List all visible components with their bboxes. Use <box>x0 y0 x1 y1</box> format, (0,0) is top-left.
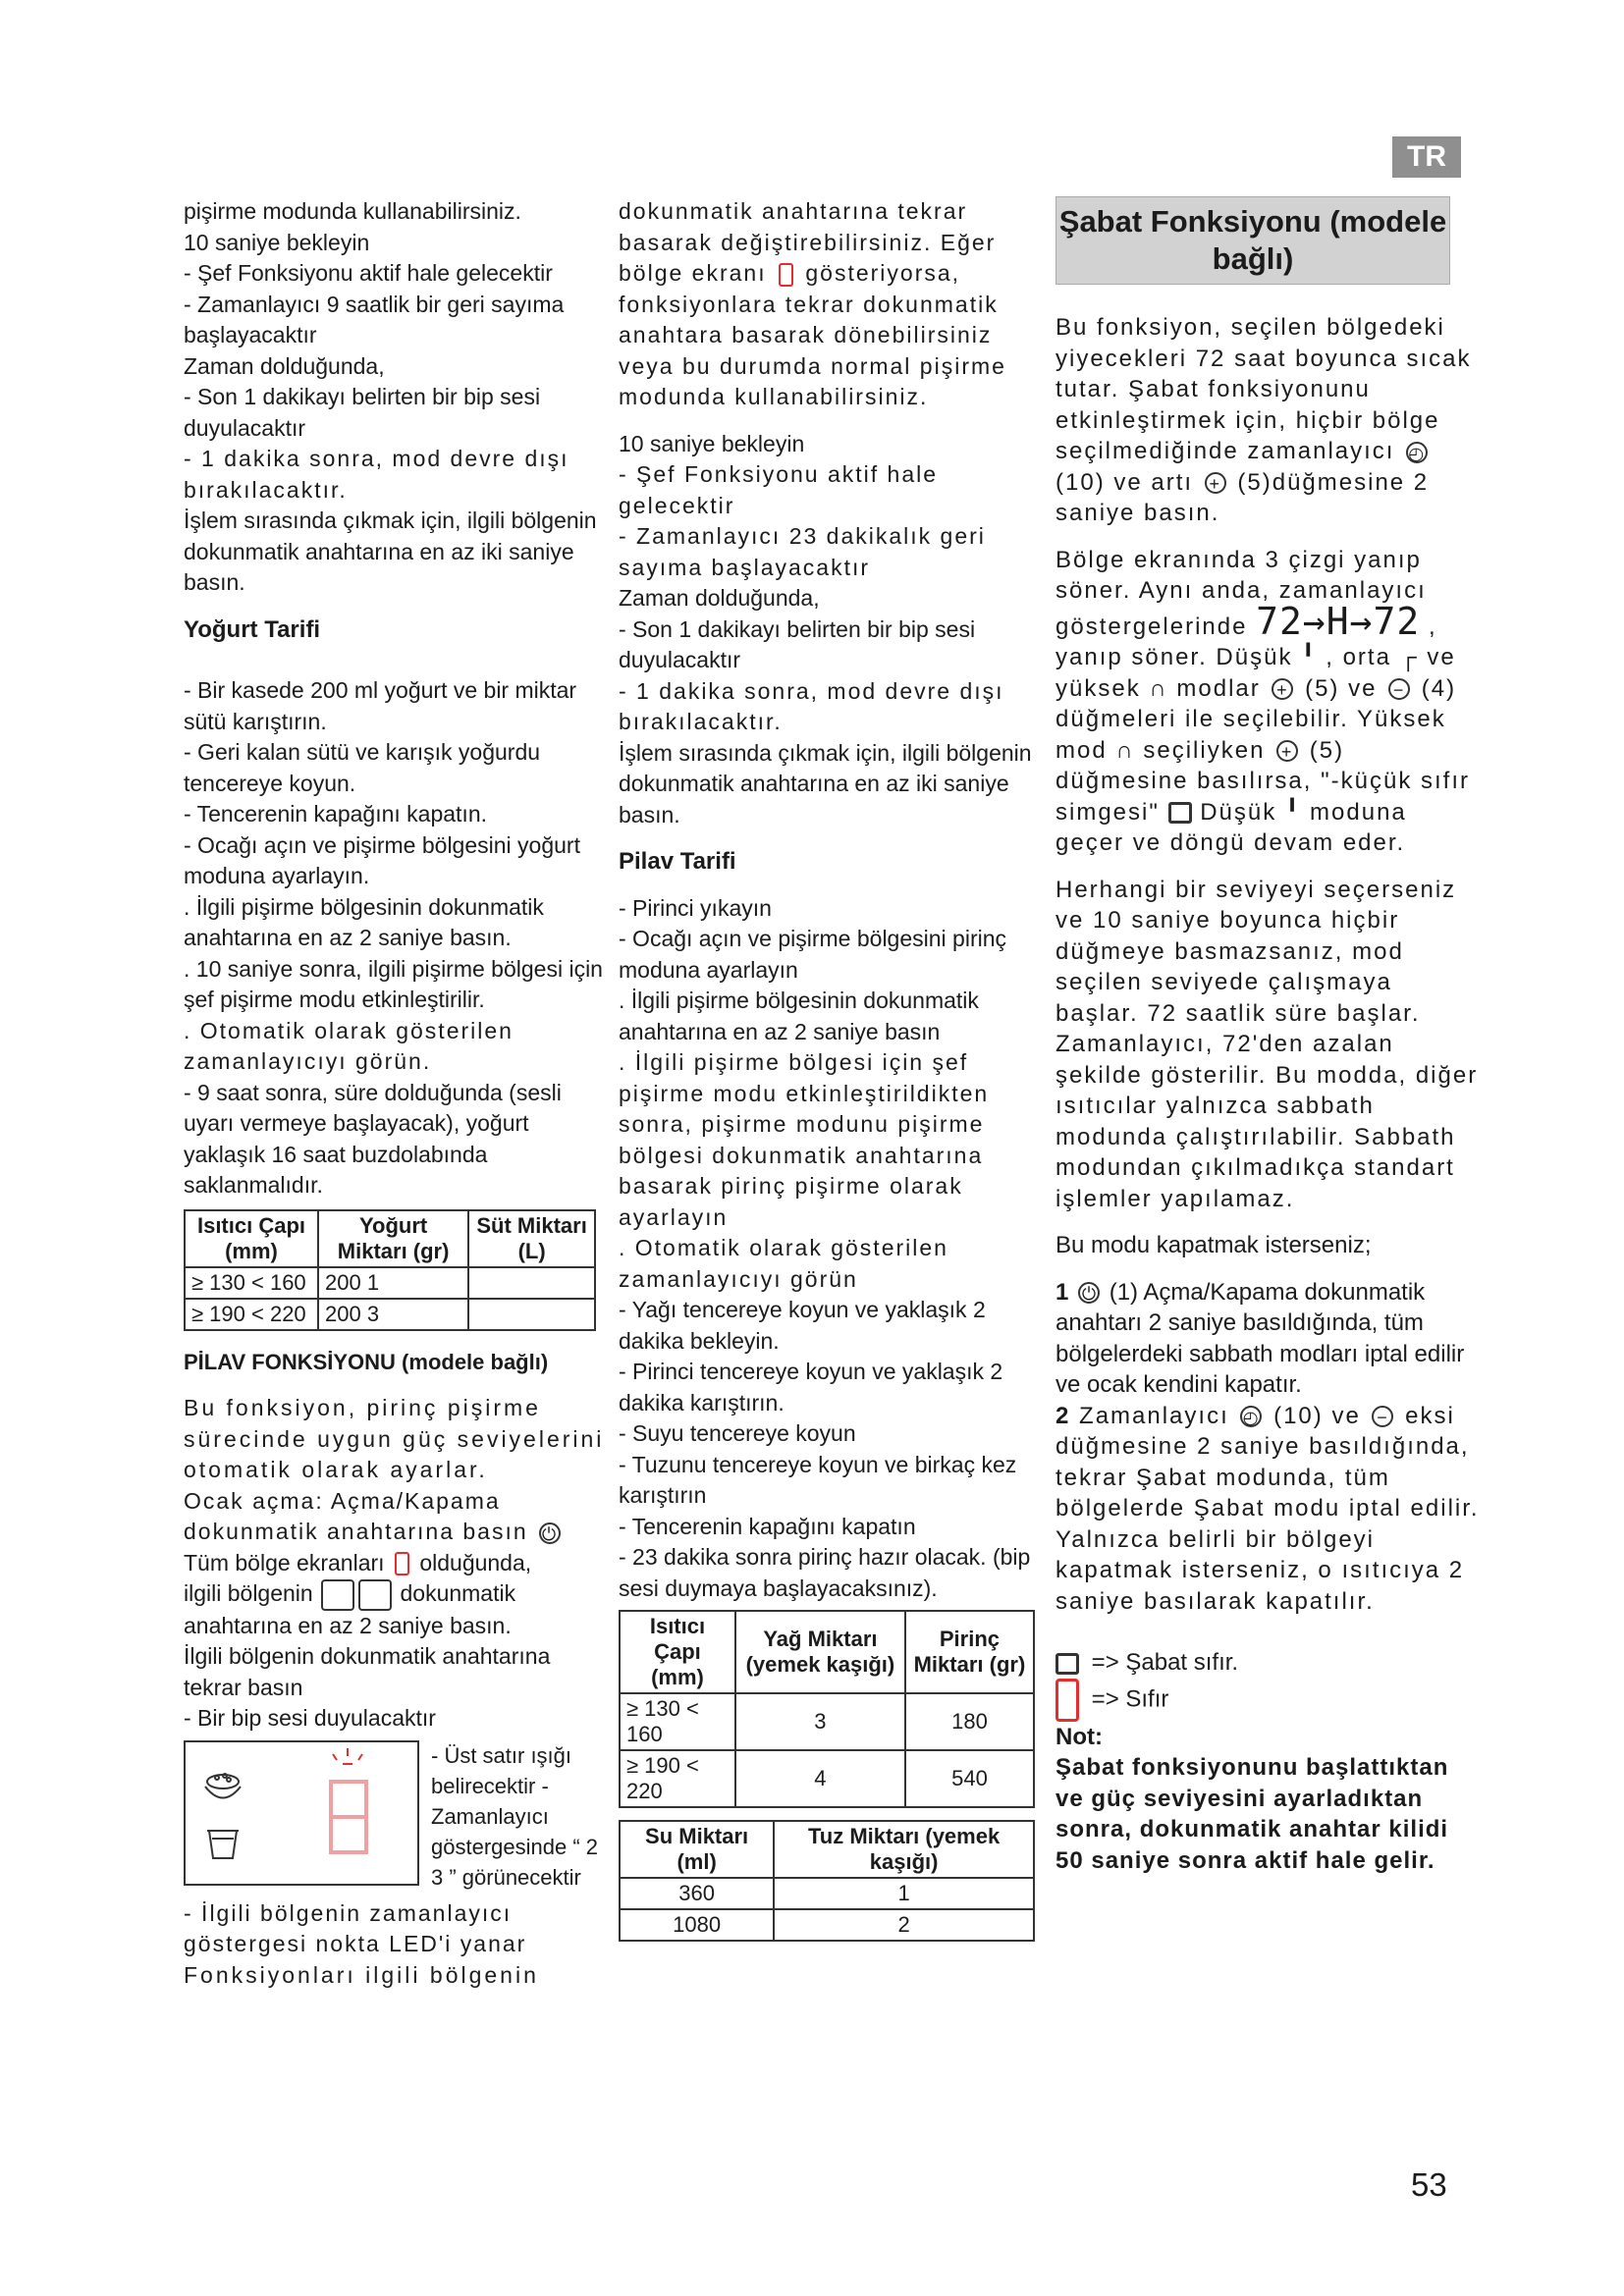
text: gösteriyorsa, fonksiyonlara tekrar dokunmatik anahtara basarak dönebilirsiniz veya bu durumda normal pişirme modunda kullanabilirsiniz. <box>619 260 1006 409</box>
text: Zamanlayıcı <box>1079 1402 1229 1429</box>
table-row <box>620 1878 1034 1909</box>
text: (5) ve <box>1305 674 1378 702</box>
text: , yanıp söner. Düşük <box>1056 613 1437 670</box>
control-panel-illustration <box>184 1740 419 1886</box>
paragraph: - İlgili bölgenin zamanlayıcı göstergesi nokta LED'i yanar <box>184 1899 527 1957</box>
salt-table <box>619 1820 1035 1942</box>
text: (5) düğmesine basılırsa, "-küçük sıfır simgesi" <box>1056 736 1470 826</box>
table-row <box>185 1299 595 1330</box>
panel-icons <box>186 1742 417 1884</box>
plus-icon: + <box>1276 740 1298 762</box>
note-label: Not: <box>1056 1723 1103 1750</box>
small-zero-icon <box>1056 1653 1079 1675</box>
paragraph <box>1056 312 1480 529</box>
table-cell: 3 <box>735 1693 905 1750</box>
text: Bölge ekranında 3 çizgi yanıp söner. Aynı anda, zamanlayıcı göstergelerinde <box>1056 546 1427 640</box>
table-header: Yoğurt Miktarı (gr) <box>318 1210 468 1267</box>
paragraph: Bu modu kapatmak isterseniz; <box>1056 1232 1372 1258</box>
table-cell: 200 3 <box>318 1299 468 1330</box>
paragraph: - 23 dakika sonra pirinç hazır olacak. (bip sesi duymaya başlayacaksınız). <box>619 1544 1031 1601</box>
high-mode-icon: ∩ <box>1149 674 1168 702</box>
paragraph: Bu fonksiyon, pirinç pişirme sürecinde uygun güç seviyelerini otomatik olarak ayarlar. <box>184 1395 605 1482</box>
paragraph: - Şef Fonksiyonu aktif hale gelecektir <box>184 260 553 286</box>
pot-icon <box>207 1831 239 1858</box>
step-number: 2 <box>1056 1402 1071 1429</box>
paragraph: - Tencerenin kapağını kapatın <box>619 1513 916 1539</box>
paragraph: 10 saniye bekleyin <box>619 430 805 456</box>
column-right <box>1056 196 1480 1876</box>
paragraph: 10 saniye bekleyin <box>184 229 370 255</box>
zero-digit-icon <box>779 263 793 287</box>
sabbath-title: Şabat Fonksiyonu (modele bağlı) <box>1056 196 1450 285</box>
small-zero-icon <box>1168 802 1192 824</box>
paragraph: - Şef Fonksiyonu aktif hale gelecektir <box>619 461 939 518</box>
table-row <box>620 1750 1034 1807</box>
paragraph: - Zamanlayıcı 9 saatlik bir geri sayıma başlayacaktır <box>184 291 565 347</box>
paragraph: - Geri kalan sütü ve karışık yoğurdu tencereye koyun. <box>184 739 541 796</box>
low-mode-icon: ╹ <box>1301 644 1318 670</box>
text: => Sıfır <box>1091 1684 1169 1712</box>
table-header: Pirinç Miktarı (gr) <box>905 1611 1034 1693</box>
paragraph: . Otomatik olarak gösterilen zamanlayıcıyı görün <box>619 1235 948 1292</box>
paragraph: - Tuzunu tencereye koyun ve birkaç kez karıştırın <box>619 1451 1017 1508</box>
legend-row <box>1056 1679 1480 1722</box>
text: Tüm bölge ekranları <box>184 1549 385 1575</box>
zone-select-icon <box>358 1579 392 1611</box>
rice-bowl-icon <box>205 1774 241 1798</box>
paragraph: . İlgili pişirme bölgesinin dokunmatik anahtarına en az 2 saniye basın <box>619 988 979 1044</box>
table-cell <box>468 1267 595 1299</box>
table-cell <box>468 1299 595 1330</box>
indicator-light-icon <box>333 1748 362 1764</box>
table-row <box>620 1909 1034 1941</box>
segment-display-icon <box>331 1782 366 1852</box>
rice-recipe-heading: Pilav Tarifi <box>619 848 736 875</box>
note-text: Şabat fonksiyonunu başlattıktan ve güç seviyesini ayarladıktan sonra, dokunmatik anahtar kilidi 50 saniye sonra aktif hale gelir. <box>1056 1754 1449 1874</box>
power-icon: ⏻ <box>539 1522 561 1544</box>
text: (1) Açma/Kapama dokunmatik anahtarı 2 saniye basıldığında, tüm bölgelerdeki sabbath modları iptal edilir ve ocak kendini kapatır. <box>1056 1278 1465 1398</box>
text: (5)düğmesine 2 saniye basın. <box>1056 468 1430 526</box>
text: (10) ve artı <box>1056 468 1194 496</box>
paragraph: . İlgili pişirme bölgesi için şef pişirme modu etkinleştirildikten sonra, pişirme modunu pişirme bölgesi dokunmatik anahtarına basarak pirinç pişirme olarak ayarlayın <box>619 1049 990 1230</box>
timer-icon: ◴ <box>1240 1406 1262 1427</box>
paragraph: . Otomatik olarak gösterilen zamanlayıcıyı görün. <box>184 1017 514 1074</box>
zero-digit-icon <box>395 1552 409 1575</box>
text: (10) ve <box>1273 1402 1361 1429</box>
paragraph <box>1056 545 1480 859</box>
table-cell: 540 <box>905 1750 1034 1807</box>
display-sequence: 72→H→72 <box>1256 599 1421 643</box>
column-middle <box>619 196 1043 1942</box>
paragraph: - Tencerenin kapağını kapatın. <box>184 801 488 827</box>
paragraph: - Bir bip sesi duyulacaktır <box>184 1705 436 1732</box>
low-mode-icon: ╹ <box>1284 798 1302 826</box>
table-cell: 360 <box>620 1878 774 1909</box>
paragraph: - Bir kasede 200 ml yoğurt ve bir miktar sütü karıştırın. <box>184 677 577 734</box>
text: Düşük <box>1200 798 1277 826</box>
table-row <box>620 1693 1034 1750</box>
text: eksi düğmesine 2 saniye basıldığında, tekrar Şabat modunda, tüm bölgelerde Şabat modu iptal edilir. Yalnızca belirli bir bölgeyi kapatmak isterseniz, o ısıtıcıya 2 saniye basılarak kapatılır. <box>1056 1402 1480 1615</box>
paragraph <box>184 1578 608 1641</box>
table-header: Isıtıcı Çapı (mm) <box>620 1611 735 1693</box>
display-illustration <box>184 1740 608 1893</box>
page-number: 53 <box>1411 2166 1447 2203</box>
medium-mode-icon: ┌ <box>1399 644 1419 670</box>
illustration-caption: - Üst satır ışığı belirecektir - Zamanlayıcı göstergesinde “ 2 3 ” görünecektir <box>431 1742 598 1890</box>
table-cell: ≥ 190 < 220 <box>620 1750 735 1807</box>
table-cell: 4 <box>735 1750 905 1807</box>
column-left <box>184 196 608 1991</box>
text: ve yüksek <box>1056 644 1456 702</box>
yogurt-table <box>184 1209 596 1331</box>
text: ilgili bölgenin <box>184 1580 313 1606</box>
text: moduna geçer ve döngü devam eder. <box>1056 798 1407 856</box>
table-header: Tuz Miktarı (yemek kaşığı) <box>774 1821 1034 1878</box>
paragraph: - Ocağı açın ve pişirme bölgesini yoğurt moduna ayarlayın. <box>184 831 580 888</box>
text: (4) düğmeleri ile seçilebilir. Yüksek mod <box>1056 674 1457 764</box>
paragraph: - Pirinci tencereye koyun ve yaklaşık 2 dakika karıştırın. <box>619 1359 1003 1415</box>
table-cell: 1 <box>774 1878 1034 1909</box>
table-cell: 2 <box>774 1909 1034 1941</box>
table-header: Süt Miktarı (L) <box>468 1210 595 1267</box>
minus-icon: − <box>1372 1406 1393 1427</box>
zone-select-icon <box>321 1579 354 1611</box>
paragraph: - Zamanlayıcı 23 dakikalık geri sayıma başlayacaktır <box>619 523 986 580</box>
paragraph: Herhangi bir seviyeyi seçerseniz ve 10 saniye boyunca hiçbir düğmeye basmazsanız, mod seçilen seviyede çalışmaya başlar. 72 saatlik süre başlar. Zamanlayıcı, 72'den azalan şekilde gösterilir. Bu modda, diğer ısıtıcılar yalnızca sabbath modunda çalıştırılabilir. Sabbath modundan çıkılmadıkça standart işlemler yapılamaz. <box>1056 876 1479 1212</box>
paragraph: - Son 1 dakikayı belirten bir bip sesi duyulacaktır <box>184 384 541 441</box>
paragraph: - 1 dakika sonra, mod devre dışı bırakılacaktır. <box>184 446 569 503</box>
paragraph: . 10 saniye sonra, ilgili pişirme bölgesi için şef pişirme modu etkinleştirilir. <box>184 955 603 1012</box>
paragraph: - Suyu tencereye koyun <box>619 1420 856 1446</box>
table-cell: 1080 <box>620 1909 774 1941</box>
timer-icon: ◴ <box>1406 442 1428 463</box>
text: Ocak açma: Açma/Kapama dokunmatik anahtarına basın <box>184 1487 528 1544</box>
pilav-function-heading: PİLAV FONKSİYONU (modele bağlı) <box>184 1349 549 1374</box>
paragraph: . İlgili pişirme bölgesinin dokunmatik anahtarına en az 2 saniye basın. <box>184 893 544 950</box>
paragraph: pişirme modunda kullanabilirsiniz. <box>184 198 521 224</box>
high-mode-icon: ∩ <box>1115 736 1135 764</box>
table-cell: ≥ 190 < 220 <box>185 1299 318 1330</box>
paragraph: - 9 saat sonra, süre dolduğunda (sesli uyarı vermeye başlayacak), yoğurt yaklaşık 16 saat buzdolabında saklanmalıdır. <box>184 1079 562 1198</box>
table-cell: ≥ 130 < 160 <box>620 1693 735 1750</box>
table-cell: 180 <box>905 1693 1034 1750</box>
paragraph <box>184 1548 608 1579</box>
text: olduğunda, <box>419 1549 532 1575</box>
table-header: Su Miktarı (ml) <box>620 1821 774 1878</box>
text: modlar <box>1176 674 1261 702</box>
paragraph: İşlem sırasında çıkmak için, ilgili bölgenin dokunmatik anahtarına en az iki saniye basın. <box>184 507 597 595</box>
paragraph: - Ocağı açın ve pişirme bölgesini pirinç moduna ayarlayın <box>619 926 1006 983</box>
paragraph <box>184 1486 608 1548</box>
yogurt-heading: Yoğurt Tarifi <box>184 615 321 643</box>
paragraph: Zaman dolduğunda, <box>619 585 820 611</box>
text: seçiliyken <box>1143 736 1266 764</box>
paragraph: Fonksiyonları ilgili bölgenin <box>184 1961 539 1988</box>
rice-table <box>619 1610 1035 1808</box>
text: => Şabat sıfır. <box>1091 1649 1239 1676</box>
step-number: 1 <box>1056 1278 1069 1306</box>
paragraph: - Pirinci yıkayın <box>619 894 772 921</box>
paragraph <box>1056 1401 1480 1618</box>
plus-icon: + <box>1272 678 1293 700</box>
table-cell: 200 1 <box>318 1267 468 1299</box>
paragraph: İlgili bölgenin dokunmatik anahtarına tekrar basın <box>184 1643 551 1700</box>
minus-icon: − <box>1388 678 1410 700</box>
paragraph <box>1056 1277 1480 1401</box>
power-icon: ⏻ <box>1078 1282 1100 1304</box>
table-header: Yağ Miktarı (yemek kaşığı) <box>735 1611 905 1693</box>
table-cell: ≥ 130 < 160 <box>185 1267 318 1299</box>
paragraph: Zaman dolduğunda, <box>184 352 385 379</box>
text: , orta <box>1326 644 1391 670</box>
paragraph: - 1 dakika sonra, mod devre dışı bırakılacaktır. <box>619 677 1004 734</box>
paragraph: - Son 1 dakikayı belirten bir bip sesi duyulacaktır <box>619 615 976 672</box>
paragraph: İşlem sırasında çıkmak için, ilgili bölgenin dokunmatik anahtarına en az iki saniye basın. <box>619 739 1032 828</box>
text: dokunmatik anahtarına en az 2 saniye basın. <box>184 1580 516 1638</box>
plus-icon: + <box>1205 472 1226 494</box>
paragraph: - Yağı tencereye koyun ve yaklaşık 2 dakika bekleyin. <box>619 1297 986 1354</box>
zero-digit-icon <box>1056 1679 1079 1722</box>
table-row <box>185 1267 595 1299</box>
table-header: Isıtıcı Çapı (mm) <box>185 1210 318 1267</box>
text: dokunmatik anahtarına tekrar basarak değiştirebilirsiniz. Eğer bölge ekranı <box>619 198 997 286</box>
text: Bu fonksiyon, seçilen bölgedeki yiyecekleri 72 saat boyunca sıcak tutar. Şabat fonksiyonunu etkinleştirmek için, hiçbir bölge seçilmediğinde zamanlayıcı <box>1056 314 1472 464</box>
language-badge: TR <box>1392 136 1461 178</box>
paragraph <box>619 196 1043 413</box>
legend-row <box>1056 1647 1480 1679</box>
